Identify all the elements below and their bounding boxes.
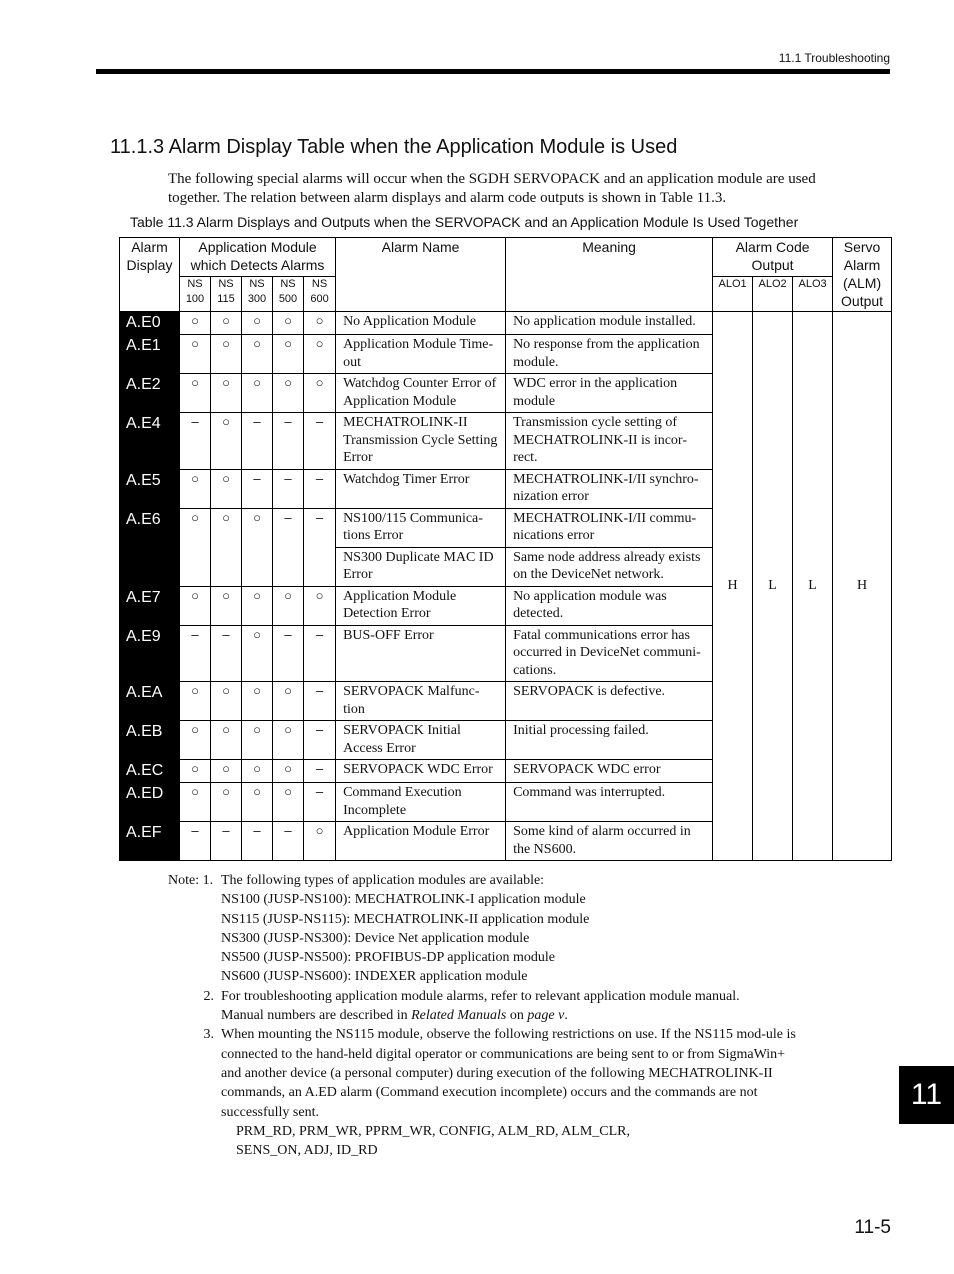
detect-mark: ○: [180, 783, 211, 822]
alarm-code: A.E7: [120, 586, 180, 625]
alo3-output: L: [793, 312, 833, 861]
detect-mark: –: [273, 625, 304, 682]
detect-mark: ○: [242, 586, 273, 625]
detect-mark: ○: [304, 822, 336, 861]
header-alarm-name: Alarm Name: [336, 238, 506, 312]
detect-mark: ○: [242, 682, 273, 721]
detect-mark: ○: [273, 312, 304, 335]
detect-mark: ○: [242, 508, 273, 586]
alarm-meaning: WDC error in the application module: [506, 374, 713, 413]
alarm-name: Watchdog Timer Error: [336, 469, 506, 508]
table-row: [120, 312, 892, 335]
header-servo-alarm: Servo Alarm (ALM) Output: [833, 238, 892, 312]
intro-paragraph: The following special alarms will occur when the SGDH SERVOPACK and an application module are used together. The relation between alarm displays and alarm code outputs is shown in Table 11.3.: [168, 171, 816, 206]
note-1: Note: 1. The following types of application modules are available:: [168, 873, 545, 888]
alarm-name: Application Module Time-out: [336, 335, 506, 374]
alarm-name: Application Module Error: [336, 822, 506, 861]
detect-mark: –: [304, 760, 336, 783]
alarm-meaning: Same node address already exists on the DeviceNet network.: [506, 547, 713, 586]
alarm-name: Command Execution Incomplete: [336, 783, 506, 822]
detect-mark: –: [242, 413, 273, 470]
alarm-code: A.E0: [120, 312, 180, 335]
alarm-name: Watchdog Counter Error of Application Module: [336, 374, 506, 413]
detect-mark: ○: [273, 682, 304, 721]
detect-mark: ○: [180, 760, 211, 783]
detect-mark: ○: [273, 760, 304, 783]
command-list: SENS_ON, ADJ, ID_RD: [236, 1143, 378, 1159]
detect-mark: ○: [273, 783, 304, 822]
detect-mark: ○: [211, 783, 242, 822]
detect-mark: –: [180, 413, 211, 470]
alarm-name: NS300 Duplicate MAC ID Error: [336, 547, 506, 586]
detect-mark: ○: [211, 312, 242, 335]
detect-mark: –: [273, 822, 304, 861]
detect-mark: ○: [242, 335, 273, 374]
header-meaning: Meaning: [506, 238, 713, 312]
module-list-item: NS300 (JUSP-NS300): Device Net application module: [221, 930, 530, 946]
alarm-name: SERVOPACK WDC Error: [336, 760, 506, 783]
detect-mark: ○: [273, 586, 304, 625]
section-title: 11.1.3 Alarm Display Table when the Application Module is Used: [110, 136, 678, 158]
detect-mark: ○: [211, 760, 242, 783]
detect-mark: ○: [273, 721, 304, 760]
alarm-code: A.ED: [120, 783, 180, 822]
detect-mark: ○: [211, 413, 242, 470]
header-module: NS 300: [242, 277, 273, 312]
table-caption: Table 11.3 Alarm Displays and Outputs when the SERVOPACK and an Application Module Is Used Together: [130, 214, 799, 230]
detect-mark: ○: [304, 586, 336, 625]
alarm-meaning: Fatal communications error has occurred in DeviceNet communi-cations.: [506, 625, 713, 682]
detect-mark: ○: [180, 586, 211, 625]
alarm-meaning: No response from the application module.: [506, 335, 713, 374]
detect-mark: ○: [211, 721, 242, 760]
detect-mark: –: [304, 413, 336, 470]
detect-mark: –: [242, 822, 273, 861]
header-alo1: ALO1: [713, 277, 753, 312]
detect-mark: ○: [242, 783, 273, 822]
alarm-table-body: [120, 312, 892, 861]
alarm-meaning: No application module was detected.: [506, 586, 713, 625]
alarm-code: A.E6: [120, 508, 180, 586]
detect-mark: ○: [180, 682, 211, 721]
alarm-code: A.E9: [120, 625, 180, 682]
detect-mark: ○: [242, 374, 273, 413]
header-app-module: Application Module which Detects Alarms: [180, 238, 336, 277]
module-list-item: NS115 (JUSP-NS115): MECHATROLINK-II application module: [221, 911, 590, 927]
detect-mark: ○: [273, 335, 304, 374]
alarm-code: A.E5: [120, 469, 180, 508]
detect-mark: –: [304, 721, 336, 760]
detect-mark: ○: [211, 586, 242, 625]
detect-mark: ○: [242, 760, 273, 783]
header-alarm-display: Alarm Display: [120, 238, 180, 312]
detect-mark: –: [180, 822, 211, 861]
detect-mark: ○: [273, 374, 304, 413]
detect-mark: ○: [304, 374, 336, 413]
alarm-name: MECHATROLINK-II Transmission Cycle Setting Error: [336, 413, 506, 470]
alarm-meaning: MECHATROLINK-I/II commu-nications error: [506, 508, 713, 547]
alarm-code: A.EF: [120, 822, 180, 861]
running-header: 11.1 Troubleshooting: [778, 51, 890, 65]
alarm-name: NS100/115 Communica-tions Error: [336, 508, 506, 547]
command-list: PRM_RD, PRM_WR, PPRM_WR, CONFIG, ALM_RD, ALM_CLR,: [236, 1123, 631, 1139]
detect-mark: ○: [211, 335, 242, 374]
header-module: NS 115: [211, 277, 242, 312]
detect-mark: ○: [211, 374, 242, 413]
header-rule: [96, 69, 890, 74]
chapter-tab: 11: [899, 1066, 954, 1124]
alarm-meaning: Transmission cycle setting of MECHATROLINK-II is incor-rect.: [506, 413, 713, 470]
note-2: 2. For troubleshooting application module alarms, refer to relevant application module manual. Manual numbers are described in Related Manuals on page v.: [203, 988, 740, 1024]
notes: [168, 871, 808, 1160]
alarm-name: SERVOPACK Malfunc-tion: [336, 682, 506, 721]
detect-mark: ○: [242, 312, 273, 335]
header-module: NS 100: [180, 277, 211, 312]
alo2-output: L: [753, 312, 793, 861]
detect-mark: ○: [211, 469, 242, 508]
detect-mark: ○: [304, 335, 336, 374]
alarm-meaning: Some kind of alarm occurred in the NS600.: [506, 822, 713, 861]
alarm-table: [119, 237, 892, 861]
note-3: 3. When mounting the NS115 module, observe the following restrictions on use. If the NS115 mod-ule is connected to the hand-held digital operator or communications are being sent to or from SigmaWin+ and another device (a personal computer) during execution of the following MECHATROLINK-II commands, an A.ED alarm (Command execution incomplete) occurs and the commands are not successfully sent.: [203, 1027, 796, 1120]
detect-mark: –: [211, 822, 242, 861]
detect-mark: –: [273, 413, 304, 470]
detect-mark: –: [242, 469, 273, 508]
alm-output: H: [833, 312, 892, 861]
detect-mark: ○: [242, 721, 273, 760]
alarm-meaning: MECHATROLINK-I/II synchro-nization error: [506, 469, 713, 508]
detect-mark: –: [304, 469, 336, 508]
alarm-meaning: No application module installed.: [506, 312, 713, 335]
alarm-name: Application Module Detection Error: [336, 586, 506, 625]
detect-mark: ○: [180, 508, 211, 586]
alarm-name: BUS-OFF Error: [336, 625, 506, 682]
header-module: NS 500: [273, 277, 304, 312]
detect-mark: ○: [304, 312, 336, 335]
detect-mark: –: [273, 469, 304, 508]
header-module: NS 600: [304, 277, 336, 312]
alarm-name: No Application Module: [336, 312, 506, 335]
detect-mark: ○: [180, 721, 211, 760]
detect-mark: –: [273, 508, 304, 586]
detect-mark: ○: [211, 508, 242, 586]
detect-mark: ○: [180, 312, 211, 335]
detect-mark: –: [211, 625, 242, 682]
alarm-meaning: Command was interrupted.: [506, 783, 713, 822]
alarm-name: SERVOPACK Initial Access Error: [336, 721, 506, 760]
detect-mark: –: [304, 682, 336, 721]
detect-mark: –: [304, 508, 336, 586]
detect-mark: –: [304, 625, 336, 682]
detect-mark: ○: [242, 625, 273, 682]
alarm-code: A.EB: [120, 721, 180, 760]
detect-mark: –: [304, 783, 336, 822]
module-list-item: NS500 (JUSP-NS500): PROFIBUS-DP application module: [221, 950, 555, 966]
detect-mark: ○: [180, 469, 211, 508]
alarm-code: A.EC: [120, 760, 180, 783]
page-number: 11-5: [854, 1217, 891, 1238]
header-alarm-code-output: Alarm Code Output: [713, 238, 833, 277]
alarm-meaning: Initial processing failed.: [506, 721, 713, 760]
alarm-code: A.E4: [120, 413, 180, 470]
detect-mark: ○: [211, 682, 242, 721]
module-list-item: NS100 (JUSP-NS100): MECHATROLINK-I application module: [221, 892, 586, 908]
alarm-code: A.EA: [120, 682, 180, 721]
module-list-item: NS600 (JUSP-NS600): INDEXER application module: [221, 969, 528, 985]
detect-mark: –: [180, 625, 211, 682]
alarm-meaning: SERVOPACK WDC error: [506, 760, 713, 783]
alarm-meaning: SERVOPACK is defective.: [506, 682, 713, 721]
detect-mark: ○: [180, 374, 211, 413]
header-alo2: ALO2: [753, 277, 793, 312]
detect-mark: ○: [180, 335, 211, 374]
alo1-output: H: [713, 312, 753, 861]
alarm-code: A.E1: [120, 335, 180, 374]
alarm-code: A.E2: [120, 374, 180, 413]
header-alo3: ALO3: [793, 277, 833, 312]
